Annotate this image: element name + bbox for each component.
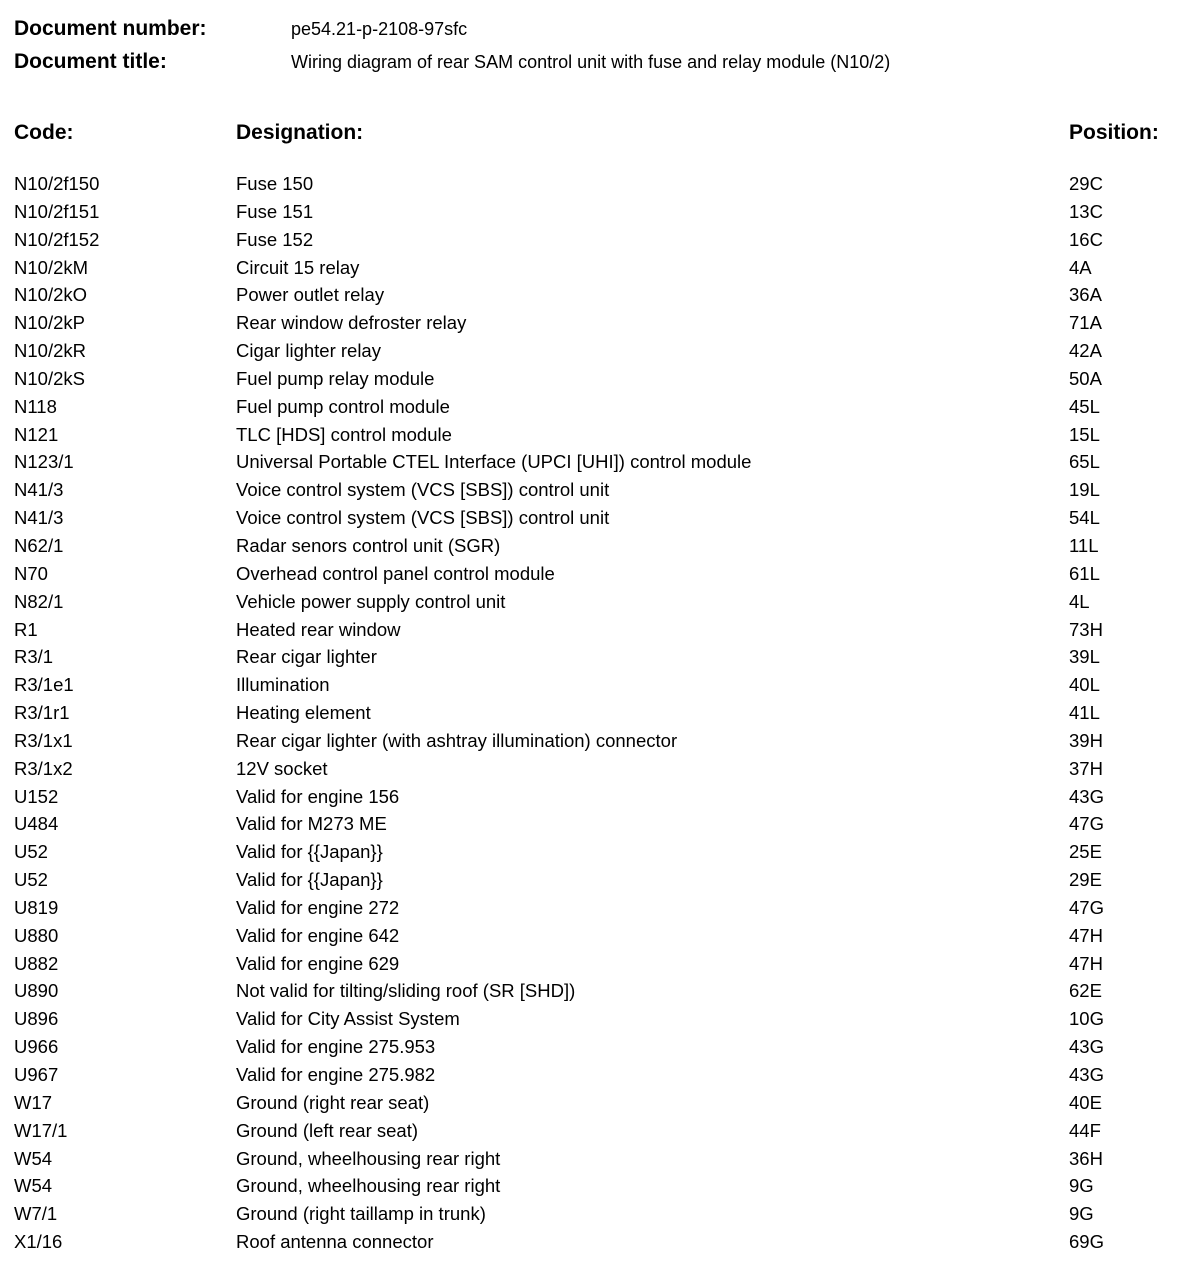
cell-designation: Valid for engine 275.982	[236, 1064, 436, 1085]
cell-designation: TLC [HDS] control module	[236, 423, 452, 445]
cell-designation: Valid for engine 272	[236, 896, 400, 918]
table-row	[0, 281, 1194, 309]
table-row	[0, 950, 1194, 978]
table-row	[0, 504, 1194, 532]
table-row	[0, 1200, 1194, 1228]
cell-position: 13C	[1069, 200, 1103, 222]
cell-designation: Valid for engine 629	[236, 952, 400, 974]
cell-code: U484	[14, 813, 59, 835]
cell-position: 47G	[1069, 813, 1104, 835]
cell-position: 43G	[1069, 1064, 1104, 1085]
document-title-label: Document title:	[14, 50, 167, 73]
cell-designation: Ground, wheelhousing rear right	[236, 1147, 501, 1169]
cell-designation: Valid for engine 642	[236, 924, 400, 946]
cell-code: N41/3	[14, 479, 64, 501]
cell-code: U882	[14, 952, 59, 974]
document-number-label: Document number:	[14, 17, 207, 40]
cell-code: U967	[14, 1064, 59, 1085]
cell-position: 47G	[1069, 896, 1104, 918]
cell-position: 10G	[1069, 1008, 1104, 1030]
cell-code: N10/2kO	[14, 284, 88, 306]
cell-designation: Illumination	[236, 674, 330, 696]
cell-position: 9G	[1069, 1175, 1094, 1197]
cell-code: R3/1r1	[14, 702, 70, 724]
cell-position: 47H	[1069, 924, 1103, 946]
table-row	[0, 866, 1194, 894]
cell-position: 43G	[1069, 1036, 1104, 1058]
table-row	[0, 1061, 1194, 1089]
cell-code: R3/1x1	[14, 729, 73, 751]
cell-designation: Overhead control panel control module	[236, 562, 555, 584]
cell-designation: Cigar lighter relay	[236, 340, 381, 362]
cell-designation: Fuel pump control module	[236, 395, 450, 417]
table-row	[0, 810, 1194, 838]
cell-designation: Valid for City Assist System	[236, 1008, 460, 1030]
cell-code: N118	[14, 395, 57, 417]
table-row	[0, 1117, 1194, 1145]
table-row	[0, 560, 1194, 588]
cell-position: 43G	[1069, 785, 1104, 807]
cell-designation: Voice control system (VCS [SBS]) control unit	[236, 507, 610, 529]
cell-code: N70	[14, 562, 48, 584]
cell-position: 41L	[1069, 702, 1100, 724]
cell-code: N123/1	[14, 451, 74, 473]
cell-code: N10/2f152	[14, 228, 100, 250]
table-row	[0, 1145, 1194, 1173]
cell-designation: Ground (right rear seat)	[236, 1091, 430, 1113]
cell-designation: Valid for {{Japan}}	[236, 869, 383, 891]
cell-code: R3/1	[14, 646, 54, 668]
table-row	[0, 894, 1194, 922]
table-row	[0, 532, 1194, 560]
cell-position: 29E	[1069, 869, 1102, 891]
table-row	[0, 337, 1194, 365]
cell-position: 37H	[1069, 757, 1103, 779]
cell-designation: 12V socket	[236, 757, 328, 779]
column-header-code: Code:	[14, 121, 74, 144]
legend-table-body	[0, 170, 1194, 1256]
cell-code: U890	[14, 980, 59, 1002]
cell-code: N10/2kP	[14, 312, 85, 334]
cell-designation: Rear cigar lighter	[236, 646, 377, 668]
cell-position: 36A	[1069, 284, 1102, 306]
cell-position: 40E	[1069, 1091, 1102, 1113]
table-row	[0, 1033, 1194, 1061]
cell-code: N10/2f150	[14, 173, 100, 194]
cell-designation: Fuse 152	[236, 228, 314, 250]
table-row	[0, 977, 1194, 1005]
table-row	[0, 1089, 1194, 1117]
cell-code: W54	[14, 1147, 53, 1169]
cell-designation: Circuit 15 relay	[236, 256, 360, 278]
cell-position: 36H	[1069, 1147, 1103, 1169]
cell-designation: Vehicle power supply control unit	[236, 590, 506, 612]
table-row	[0, 671, 1194, 699]
cell-designation: Voice control system (VCS [SBS]) control unit	[236, 479, 610, 501]
cell-position: 16C	[1069, 228, 1103, 250]
cell-code: U819	[14, 896, 59, 918]
cell-position: 19L	[1069, 479, 1100, 501]
table-row	[0, 170, 1194, 198]
table-row	[0, 838, 1194, 866]
cell-designation: Roof antenna connector	[236, 1231, 434, 1253]
cell-designation: Fuse 150	[236, 173, 314, 194]
document-number-value: pe54.21-p-2108-97sfc	[291, 19, 468, 39]
cell-designation: Valid for {{Japan}}	[236, 841, 383, 863]
table-row	[0, 1005, 1194, 1033]
cell-designation: Power outlet relay	[236, 284, 385, 306]
cell-code: W17	[14, 1091, 53, 1113]
table-row	[0, 226, 1194, 254]
cell-position: 4A	[1069, 256, 1092, 278]
cell-code: U966	[14, 1036, 59, 1058]
cell-designation: Ground (left rear seat)	[236, 1119, 418, 1141]
cell-designation: Universal Portable CTEL Interface (UPCI [UHI]) control module	[236, 451, 752, 473]
cell-position: 11L	[1069, 534, 1099, 556]
cell-position: 61L	[1069, 562, 1100, 584]
cell-position: 39L	[1069, 646, 1100, 668]
cell-position: 69G	[1069, 1231, 1104, 1253]
cell-code: N10/2kS	[14, 367, 85, 389]
cell-code: X1/16	[14, 1231, 63, 1253]
cell-position: 9G	[1069, 1203, 1094, 1225]
cell-position: 42A	[1069, 340, 1102, 362]
cell-code: U52	[14, 841, 48, 863]
table-row	[0, 1228, 1194, 1256]
table-row	[0, 309, 1194, 337]
cell-position: 62E	[1069, 980, 1102, 1002]
cell-code: N121	[14, 423, 59, 445]
table-row	[0, 699, 1194, 727]
cell-position: 25E	[1069, 841, 1102, 863]
cell-position: 4L	[1069, 590, 1090, 612]
cell-designation: Rear window defroster relay	[236, 312, 467, 334]
cell-code: W7/1	[14, 1203, 58, 1225]
cell-code: W54	[14, 1175, 53, 1197]
table-row	[0, 727, 1194, 755]
cell-designation: Heated rear window	[236, 618, 401, 640]
column-header-designation: Designation:	[236, 121, 364, 144]
cell-designation: Heating element	[236, 702, 371, 724]
cell-code: R3/1x2	[14, 757, 73, 779]
table-row	[0, 393, 1194, 421]
table-row	[0, 254, 1194, 282]
table-row	[0, 421, 1194, 449]
cell-code: U896	[14, 1008, 59, 1030]
table-row	[0, 616, 1194, 644]
cell-position: 39H	[1069, 729, 1103, 751]
table-row	[0, 198, 1194, 226]
cell-designation: Ground, wheelhousing rear right	[236, 1175, 501, 1197]
cell-position: 73H	[1069, 618, 1103, 640]
cell-code: N10/2kM	[14, 256, 89, 278]
cell-code: R3/1e1	[14, 674, 74, 696]
cell-position: 45L	[1069, 395, 1100, 417]
cell-position: 47H	[1069, 952, 1103, 974]
cell-code: U52	[14, 869, 48, 891]
cell-designation: Fuse 151	[236, 200, 314, 222]
cell-designation: Fuel pump relay module	[236, 367, 435, 389]
table-row	[0, 922, 1194, 950]
cell-code: R1	[14, 618, 38, 640]
table-row	[0, 755, 1194, 783]
table-row	[0, 448, 1194, 476]
cell-position: 40L	[1069, 674, 1100, 696]
table-row	[0, 476, 1194, 504]
cell-designation: Valid for engine 156	[236, 785, 400, 807]
column-header-position: Position:	[1069, 121, 1159, 144]
cell-code: N10/2kR	[14, 340, 86, 362]
document-title-value: Wiring diagram of rear SAM control unit with fuse and relay module (N10/2)	[291, 52, 891, 72]
cell-code: U152	[14, 785, 59, 807]
cell-position: 65L	[1069, 451, 1100, 473]
table-row	[0, 588, 1194, 616]
table-row	[0, 783, 1194, 811]
cell-position: 15L	[1069, 423, 1100, 445]
cell-designation: Not valid for tilting/sliding roof (SR [SHD])	[236, 980, 576, 1002]
table-row	[0, 643, 1194, 671]
cell-position: 29C	[1069, 173, 1103, 194]
cell-designation: Ground (right taillamp in trunk)	[236, 1203, 486, 1225]
cell-position: 71A	[1069, 312, 1102, 334]
cell-code: W17/1	[14, 1119, 68, 1141]
cell-position: 50A	[1069, 367, 1102, 389]
cell-designation: Valid for M273 ME	[236, 813, 387, 835]
table-row	[0, 365, 1194, 393]
cell-designation: Rear cigar lighter (with ashtray illumination) connector	[236, 729, 678, 751]
cell-code: N62/1	[14, 534, 64, 556]
cell-code: U880	[14, 924, 59, 946]
cell-designation: Radar senors control unit (SGR)	[236, 534, 501, 556]
cell-code: N10/2f151	[14, 200, 100, 222]
cell-position: 44F	[1069, 1119, 1101, 1141]
cell-code: N82/1	[14, 590, 64, 612]
cell-code: N41/3	[14, 507, 64, 529]
cell-designation: Valid for engine 275.953	[236, 1036, 436, 1058]
cell-position: 54L	[1069, 507, 1100, 529]
table-row	[0, 1172, 1194, 1200]
